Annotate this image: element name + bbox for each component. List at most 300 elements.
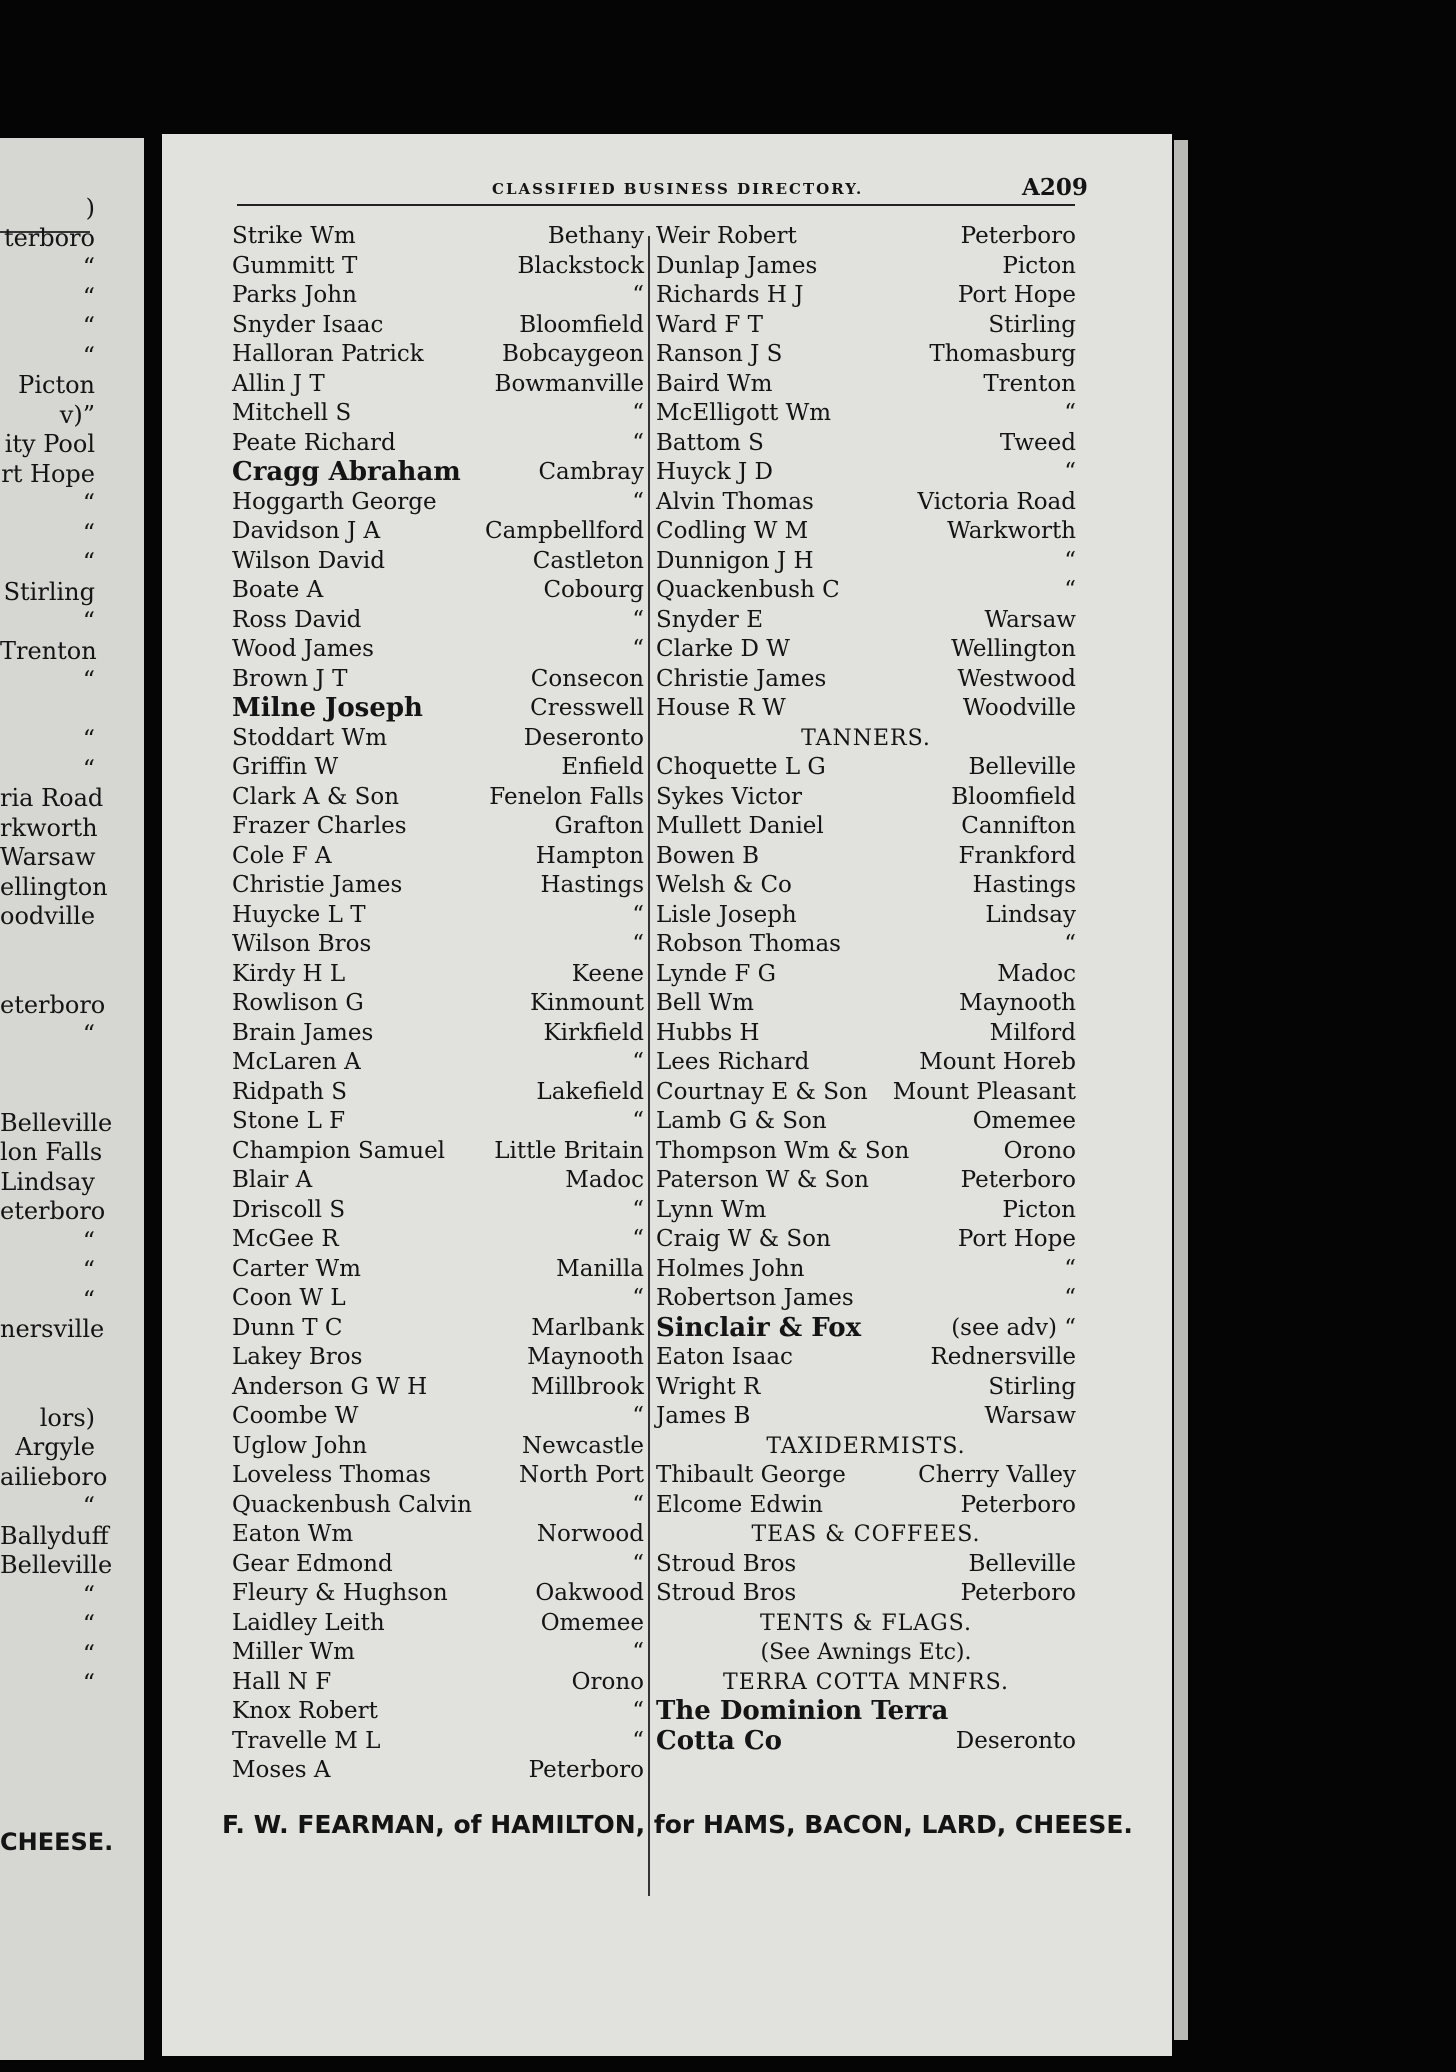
previous-page-line: ria Road (0, 784, 104, 812)
entry-name: Dunnigon J H (656, 547, 814, 574)
entry-place: “ (632, 1550, 644, 1577)
previous-page-line: v)” (59, 400, 95, 429)
entry-place: Cannifton (961, 813, 1076, 839)
previous-page-line: Argyle (15, 1433, 95, 1461)
directory-entry (232, 1019, 644, 1049)
entry-place: Kirkfield (543, 1019, 644, 1046)
entry-name: Uglow John (232, 1432, 368, 1459)
previous-page-line: lon Falls (0, 1138, 103, 1166)
directory-entry (232, 488, 644, 518)
directory-entry (232, 812, 644, 842)
directory-entry (656, 399, 1076, 429)
section-heading: TAXIDERMISTS. (766, 1433, 966, 1459)
entry-name: Frazer Charles (232, 813, 407, 839)
entry-place: Kinmount (530, 990, 644, 1016)
directory-entry (232, 1697, 644, 1727)
previous-page-line: Ballyduff (0, 1521, 109, 1550)
entry-name: Allin J T (232, 370, 325, 397)
entry-name: Hubbs H (656, 1019, 760, 1046)
previous-page-line: Belleville (0, 1108, 113, 1137)
entry-name: Moses A (232, 1757, 331, 1783)
entry-name: Anderson G W H (232, 1373, 428, 1400)
entry-name: Lakey Bros (232, 1344, 363, 1370)
directory-entry (232, 1196, 644, 1226)
directory-entry (656, 370, 1076, 400)
directory-entry (656, 547, 1076, 577)
entry-name: Christie James (232, 872, 403, 898)
previous-page-line: “ (82, 1226, 95, 1255)
entry-name: Champion Samuel (232, 1137, 446, 1164)
entry-name: Dunn T C (232, 1314, 343, 1341)
directory-entry (232, 1137, 644, 1167)
entry-name: Courtnay E & Son (656, 1078, 868, 1105)
previous-page-fragment (0, 138, 144, 2060)
previous-page-line: rkworth (0, 813, 98, 842)
entry-name: Battom S (656, 429, 764, 456)
running-title: CLASSIFIED BUSINESS DIRECTORY. (492, 180, 864, 198)
directory-entry (232, 1668, 644, 1698)
entry-name: Gear Edmond (232, 1550, 393, 1577)
entry-place: Hampton (535, 842, 644, 869)
previous-page-line: “ (82, 548, 95, 576)
entry-name: Parks John (232, 282, 357, 308)
directory-entry (656, 871, 1076, 901)
entry-place: Newcastle (521, 1432, 644, 1459)
directory-entry (656, 1402, 1076, 1432)
entry-name: Elcome Edwin (656, 1491, 823, 1518)
entry-place: Orono (1003, 1137, 1076, 1164)
directory-entry (656, 1373, 1076, 1403)
entry-place: Castleton (532, 547, 644, 574)
entry-place: Bethany (547, 223, 644, 249)
previous-page-line: “ (82, 282, 95, 311)
directory-entry (232, 930, 644, 960)
previous-page-line: Trenton (0, 636, 97, 665)
entry-name: Snyder E (656, 606, 763, 633)
entry-name: Stone L F (232, 1108, 346, 1134)
directory-entry (232, 1107, 644, 1137)
directory-entry (232, 1255, 644, 1285)
directory-entry (232, 753, 644, 783)
directory-entry (232, 311, 644, 341)
entry-name: Alvin Thomas (656, 488, 814, 515)
entry-place: Keene (571, 960, 644, 987)
directory-entry (232, 635, 644, 665)
column-divider (648, 236, 650, 1896)
entry-name: Brain James (232, 1019, 374, 1046)
entry-place: Bloomfield (951, 783, 1076, 810)
entry-place: Stirling (988, 311, 1076, 338)
entry-name: Holmes John (656, 1255, 805, 1282)
entry-name: Miller Wm (232, 1639, 355, 1665)
entry-name: Cole F A (232, 842, 332, 869)
entry-place: Manilla (556, 1255, 644, 1282)
previous-page-line: eterboro (0, 1197, 106, 1225)
entry-name: Kirdy H L (232, 960, 346, 987)
directory-entry (232, 252, 644, 282)
entry-name: Huyck J D (656, 459, 773, 485)
directory-entry (232, 989, 644, 1019)
entry-name: Lamb G & Son (656, 1108, 827, 1134)
entry-place: Millbrook (531, 1373, 644, 1400)
directory-entry (656, 1019, 1076, 1049)
entry-name: Quackenbush Calvin (232, 1491, 472, 1518)
previous-page-line: “ (82, 666, 95, 694)
page-footer-advertisement: F. W. FEARMAN, of HAMILTON, for HAMS, BACON, LARD, CHEESE. (222, 1810, 1133, 1839)
entry-name: Sinclair & Fox (656, 1312, 862, 1343)
entry-place: Peterboro (960, 1491, 1076, 1518)
entry-name: Lees Richard (656, 1049, 810, 1075)
directory-entry (656, 1048, 1076, 1078)
previous-page-footer: CHEESE. (0, 1828, 114, 1856)
directory-entry (232, 1638, 644, 1668)
previous-page-line: nersville (0, 1315, 105, 1343)
directory-entry (232, 1432, 644, 1462)
directory-entry (232, 222, 644, 252)
directory-entry (656, 635, 1076, 665)
directory-entry (656, 989, 1076, 1019)
entry-name: Snyder Isaac (232, 311, 384, 338)
entry-name: Wilson David (232, 547, 385, 574)
previous-page-line: eterboro (0, 990, 106, 1019)
previous-page-line: “ (82, 607, 95, 635)
entry-place: “ (1064, 547, 1076, 574)
page-number: A209 (1022, 174, 1088, 201)
directory-entry (656, 1314, 1076, 1344)
directory-entry (656, 901, 1076, 931)
entry-place: Picton (1002, 1196, 1076, 1223)
entry-name: Sykes Victor (656, 783, 802, 810)
header-rule (237, 204, 1075, 206)
entry-name: Codling W M (656, 518, 809, 544)
entry-place: Marlbank (531, 1314, 644, 1341)
directory-entry (232, 458, 644, 488)
previous-page-line: “ (82, 1669, 95, 1697)
previous-page-line: “ (82, 1580, 95, 1609)
entry-place: “ (1064, 931, 1076, 957)
entry-place: Maynooth (527, 1344, 644, 1370)
directory-entry (656, 842, 1076, 872)
directory-entry (232, 370, 644, 400)
directory-entry (232, 1579, 644, 1609)
entry-name: Clarke D W (656, 636, 790, 662)
entry-name: Cotta Co (656, 1725, 782, 1756)
previous-page-line: “ (82, 1256, 95, 1284)
entry-name: James B (656, 1403, 751, 1429)
previous-page-line: Stirling (3, 577, 95, 606)
previous-page-line: “ (82, 1285, 95, 1314)
directory-entry (232, 1343, 644, 1373)
directory-entry (656, 1255, 1076, 1285)
entry-place: Omemee (972, 1108, 1076, 1134)
entry-place: Cresswell (530, 695, 644, 721)
directory-entry (232, 429, 644, 459)
entry-name: Brown J T (232, 665, 348, 692)
entry-name: Robertson James (656, 1285, 854, 1311)
entry-place: Norwood (536, 1521, 644, 1547)
entry-name: Lynde F G (656, 960, 776, 987)
entry-name: Halloran Patrick (232, 341, 424, 367)
entry-name: Quackenbush C (656, 577, 840, 603)
directory-entry (232, 901, 644, 931)
entry-place: Oakwood (535, 1580, 644, 1606)
directory-entry (656, 576, 1076, 606)
directory-entry (232, 1727, 644, 1757)
entry-place: “ (632, 488, 644, 515)
entry-place: “ (1064, 1285, 1076, 1311)
entry-place: Mount Horeb (919, 1049, 1076, 1075)
entry-name: Ross David (232, 606, 362, 633)
directory-entry (232, 1225, 644, 1255)
entry-place: “ (632, 606, 644, 633)
entry-place: Victoria Road (917, 488, 1076, 515)
entry-name: Wright R (656, 1373, 761, 1400)
entry-name: Loveless Thomas (232, 1462, 431, 1488)
directory-entry (656, 1727, 1076, 1757)
directory-entry (656, 1078, 1076, 1108)
directory-entry (232, 576, 644, 606)
directory-entry (656, 458, 1076, 488)
directory-entry (232, 1756, 644, 1786)
entry-place: Enfield (561, 754, 644, 780)
entry-name: Cragg Abraham (232, 457, 461, 487)
entry-place: Fenelon Falls (489, 783, 644, 810)
entry-name: Dunlap James (656, 252, 818, 279)
entry-name: McElligott Wm (656, 400, 832, 426)
directory-entry (232, 1078, 644, 1108)
directory-entry (656, 665, 1076, 695)
entry-place: Woodville (962, 695, 1076, 721)
entry-name: Coon W L (232, 1285, 346, 1311)
directory-entry (656, 429, 1076, 459)
entry-place: Orono (571, 1668, 644, 1695)
previous-page-line: “ (82, 1639, 95, 1668)
directory-entry (656, 960, 1076, 990)
entry-name: Huycke L T (232, 901, 366, 928)
entry-name: Craig W & Son (656, 1226, 831, 1252)
entry-name: Milne Joseph (232, 693, 423, 723)
entry-place: Bloomfield (519, 311, 644, 338)
entry-place: Campbellford (485, 518, 644, 544)
directory-entry (232, 517, 644, 547)
entry-name: Strike Wm (232, 223, 356, 249)
previous-page-line: Lindsay (0, 1167, 95, 1196)
entry-place: North Port (519, 1462, 644, 1488)
previous-page-line: “ (82, 341, 95, 370)
directory-entry (656, 606, 1076, 636)
directory-entry (232, 871, 644, 901)
entry-name: Blair A (232, 1167, 313, 1193)
entry-name: Mitchell S (232, 400, 352, 426)
entry-place: Frankford (958, 842, 1076, 869)
entry-place: “ (632, 400, 644, 426)
directory-entry (232, 1048, 644, 1078)
entry-name: Carter Wm (232, 1255, 361, 1282)
directory-entry (232, 1550, 644, 1580)
entry-place: (see adv) “ (951, 1314, 1076, 1341)
directory-entry (656, 1579, 1076, 1609)
entry-name: Baird Wm (656, 370, 773, 397)
left-column (232, 222, 644, 1786)
entry-place: Stirling (988, 1373, 1076, 1400)
entry-place: Trenton (983, 370, 1076, 397)
entry-name: Thompson Wm & Son (656, 1137, 910, 1164)
previous-page-line: terboro (3, 223, 95, 252)
previous-page-line: “ (82, 489, 95, 517)
entry-name: Bowen B (656, 842, 760, 869)
previous-page-line: “ (82, 518, 95, 547)
entry-name: Gummitt T (232, 252, 358, 279)
entry-name: Mullett Daniel (656, 813, 824, 839)
entry-name: Wilson Bros (232, 931, 372, 957)
directory-entry (232, 1520, 644, 1550)
entry-name: Lynn Wm (656, 1196, 767, 1223)
entry-place: Cambray (538, 459, 644, 485)
entry-name: Eaton Isaac (656, 1344, 793, 1370)
entry-name: Weir Robert (656, 223, 797, 249)
directory-entry (656, 1166, 1076, 1196)
previous-page-line: oodville (0, 902, 96, 930)
directory-entry (232, 1284, 644, 1314)
entry-place: Warsaw (984, 1403, 1076, 1429)
entry-name: McLaren A (232, 1049, 361, 1075)
entry-name: Paterson W & Son (656, 1167, 869, 1193)
entry-name: Griffin W (232, 754, 339, 780)
entry-place: Blackstock (517, 252, 644, 279)
directory-entry (656, 1550, 1076, 1580)
previous-page-line: Picton (18, 371, 95, 399)
directory-entry (656, 812, 1076, 842)
entry-name: Fleury & Hughson (232, 1580, 448, 1606)
directory-entry (232, 399, 644, 429)
entry-place: Warkworth (947, 518, 1076, 544)
directory-entry (232, 1314, 644, 1344)
previous-page-line: “ (82, 1020, 95, 1048)
entry-place: “ (632, 1403, 644, 1429)
section-heading: TENTS & FLAGS. (760, 1610, 972, 1636)
directory-entry (232, 1491, 644, 1521)
entry-place: Peterboro (960, 1167, 1076, 1193)
directory-entry (232, 1609, 644, 1639)
entry-place: Mount Pleasant (892, 1078, 1076, 1105)
directory-entry (656, 1343, 1076, 1373)
directory-entry (656, 694, 1076, 724)
entry-place: Port Hope (957, 1226, 1076, 1252)
directory-entry (656, 252, 1076, 282)
entry-name: Boate A (232, 577, 324, 603)
entry-name: Driscoll S (232, 1196, 346, 1223)
entry-place: “ (1064, 459, 1076, 485)
entry-place: “ (632, 1108, 644, 1134)
entry-place: “ (632, 901, 644, 928)
directory-entry (232, 842, 644, 872)
entry-name: Christie James (656, 665, 827, 692)
directory-entry (656, 1107, 1076, 1137)
previous-page-line: “ (82, 754, 95, 783)
directory-entry (232, 340, 644, 370)
entry-name: Hoggarth George (232, 488, 437, 515)
entry-name: Robson Thomas (656, 931, 841, 957)
directory-entry (656, 930, 1076, 960)
previous-page-line: Belleville (0, 1551, 113, 1579)
entry-place: Lakefield (536, 1078, 644, 1105)
entry-name: Stoddart Wm (232, 724, 388, 751)
directory-entry (656, 517, 1076, 547)
entry-name: Eaton Wm (232, 1521, 354, 1547)
entry-place: “ (632, 1226, 644, 1252)
entry-place: Thomasburg (929, 341, 1076, 367)
entry-name: Davidson J A (232, 518, 381, 544)
entry-place: “ (1064, 1255, 1076, 1282)
entry-place: “ (632, 1196, 644, 1223)
section-heading: TEAS & COFFEES. (751, 1522, 981, 1547)
entry-name: Wood James (232, 636, 374, 662)
directory-entry (656, 783, 1076, 813)
entry-place: “ (1064, 577, 1076, 603)
directory-entry (232, 606, 644, 636)
entry-place: Wellington (951, 636, 1076, 662)
entry-place: Lindsay (985, 901, 1076, 928)
entry-place: Warsaw (984, 606, 1076, 633)
previous-page-line: ity Pool (4, 430, 95, 458)
entry-place: Westwood (957, 665, 1076, 692)
directory-entry (656, 488, 1076, 518)
entry-name: Choquette L G (656, 754, 826, 780)
entry-place: Milford (989, 1019, 1076, 1046)
entry-place: Bowmanville (494, 370, 644, 397)
entry-place: “ (632, 1727, 644, 1754)
section-note: (See Awnings Etc). (760, 1640, 972, 1665)
entry-name: Rowlison G (232, 990, 364, 1016)
entry-name: Hall N F (232, 1668, 332, 1695)
entry-place: Madoc (997, 960, 1076, 987)
previous-page-line: ) (85, 194, 95, 222)
entry-name: Clark A & Son (232, 783, 400, 810)
directory-entry (232, 1373, 644, 1403)
directory-entry (656, 1225, 1076, 1255)
entry-place: “ (632, 429, 644, 456)
directory-entry (232, 694, 644, 724)
entry-place: Cherry Valley (918, 1462, 1076, 1488)
previous-page-line: “ (82, 1610, 95, 1638)
entry-place: Peterboro (528, 1757, 644, 1783)
directory-page (162, 134, 1172, 2056)
entry-place: “ (632, 636, 644, 662)
entry-place: Consecon (530, 665, 644, 692)
previous-page-line: “ (82, 253, 95, 281)
entry-place: Bobcaygeon (501, 341, 644, 367)
directory-entry (656, 753, 1076, 783)
bold-entry-line: The Dominion Terra (656, 1696, 949, 1726)
entry-place: Peterboro (960, 223, 1076, 249)
right-column (656, 222, 1076, 1756)
entry-place: Belleville (968, 754, 1076, 780)
entry-place: Grafton (554, 813, 644, 839)
entry-place: Omemee (540, 1609, 644, 1636)
entry-place: Peterboro (960, 1580, 1076, 1606)
entry-name: Stroud Bros (656, 1550, 797, 1577)
entry-place: Belleville (968, 1550, 1076, 1577)
entry-name: Thibault George (656, 1462, 846, 1488)
entry-name: Peate Richard (232, 429, 396, 456)
entry-name: Richards H J (656, 282, 804, 308)
previous-page-line: “ (82, 1492, 95, 1520)
entry-name: Welsh & Co (656, 872, 792, 898)
entry-place: “ (632, 931, 644, 957)
entry-name: House R W (656, 695, 786, 721)
directory-entry (656, 281, 1076, 311)
directory-entry (656, 1196, 1076, 1226)
